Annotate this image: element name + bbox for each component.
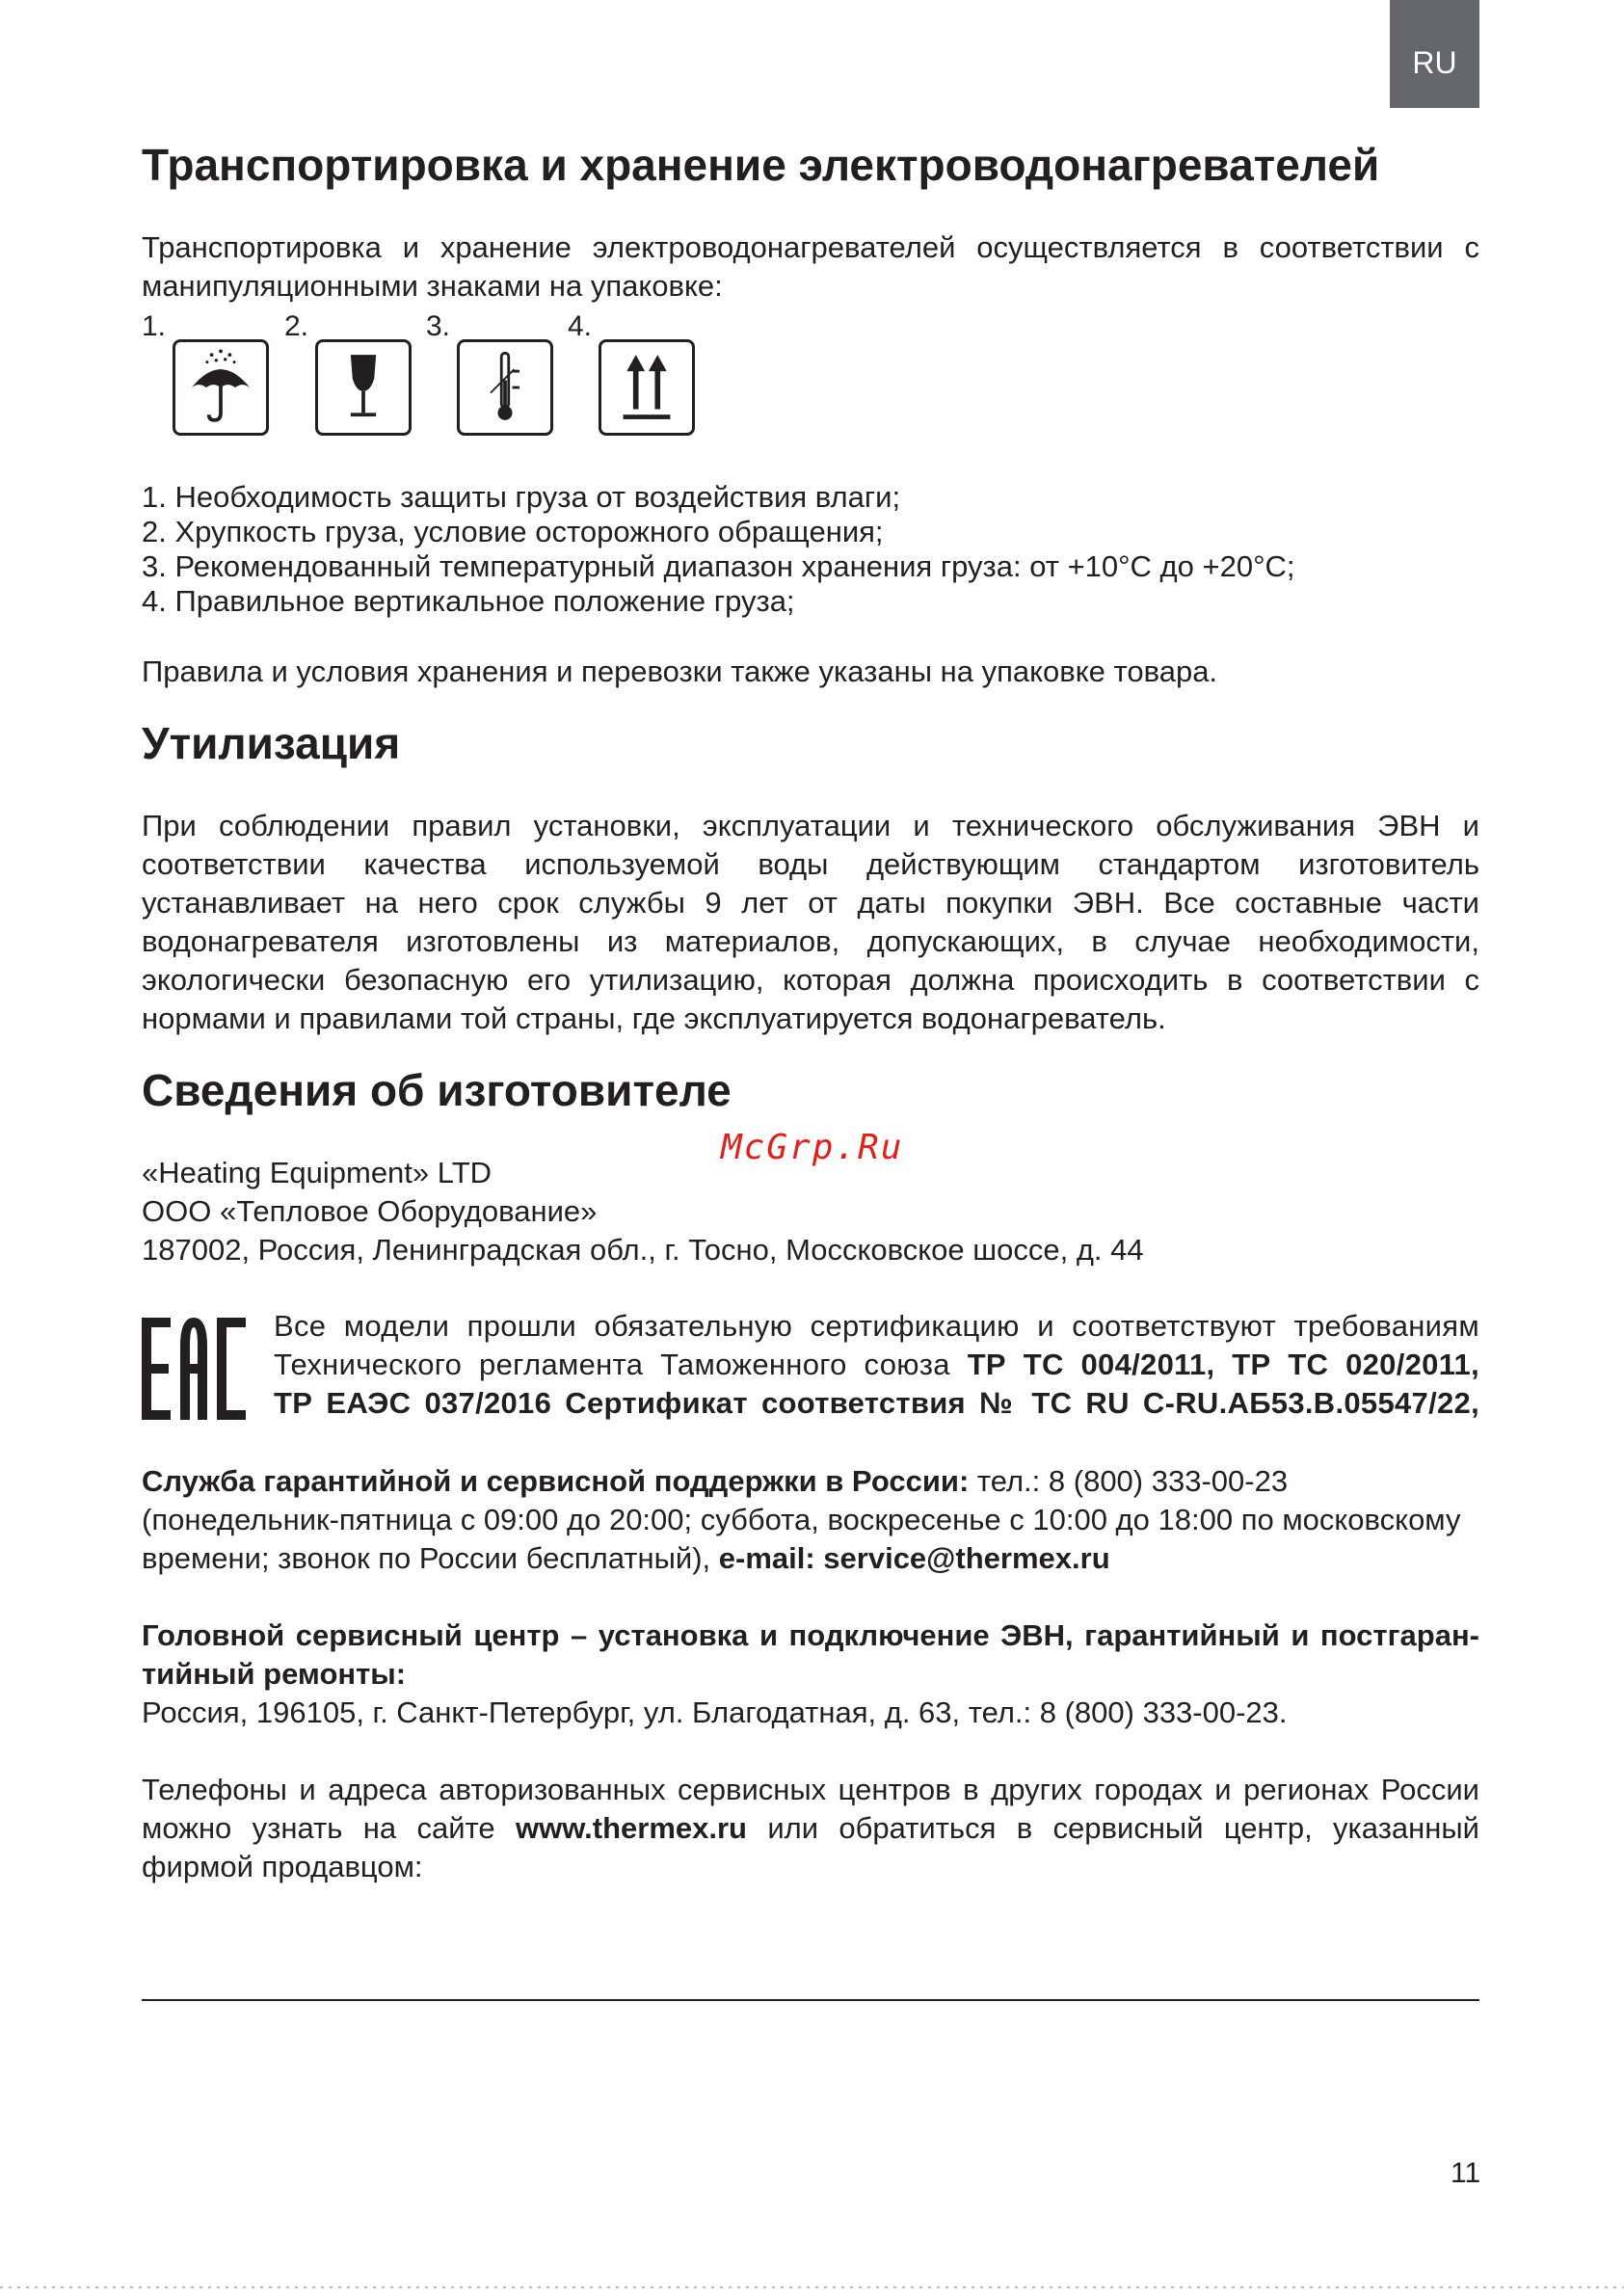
this-way-up-icon [599,339,695,436]
head-service-address: Россия, 196105, г. Санкт-Петербург, ул. Благодатная, д. 63, тел.: 8 (800) 333-00-23. [142,1695,1288,1729]
transport-intro: Транспортировка и хранение электроводонагревателей осуществляется в соответствии с манипуляционными знаками на упаковке: [142,230,1479,303]
umbrella-icon [173,339,269,436]
website-link[interactable]: www.thermex.ru [515,1811,747,1845]
manufacturer-heading: Сведения об изготовителе [142,1065,732,1115]
list-item: 4. Правильное вертикальное положение груза; [142,584,795,618]
fragile-glass-icon [315,339,412,436]
disposal-heading: Утилизация [142,718,401,768]
page-number: 11 [1451,2157,1481,2189]
thermometer-icon [457,339,553,436]
support-phone: тел.: 8 (800) 333-00-23 [969,1464,1289,1498]
handling-signs: 1. 2. 3. 4. [142,339,816,445]
manufacturer-name-en: «Heating Equipment» LTD [142,1156,493,1189]
support-label: Служба гарантийной и сервисной поддержки в России: [142,1464,970,1498]
list-item: 2. Хрупкость груза, условие осторожного обращения; [142,515,884,548]
language-tab: RU [1390,0,1479,108]
list-item: 1. Необходимость защиты груза от воздействия влаги; [142,480,901,514]
certification-text: Все модели прошли обязательную сертификацию и соответствуют требованиям Технического регламента Таможенного союза ТР ТС 004/2011, ТР ТС 020/2011, ТР ЕАЭС 037/2016 Сертификат соответствия № ТС RU C-RU.АБ53.В.05547/22, [274,1309,1479,1420]
eac-logo [142,1318,246,1420]
list-item: 3. Рекомендованный температурный диапазон хранения груза: от +10°С до +20°С; [142,549,1295,583]
manufacturer-address: 187002, Россия, Ленинградская обл., г. Тосно, Моссковское шоссе, д. 44 [142,1233,1144,1267]
transport-heading: Транспортировка и хранение электроводонагревателей [142,140,1380,190]
watermark: McGrp.Ru [721,1128,904,1167]
support-info: Служба гарантийной и сервисной поддержки в России: тел.: 8 (800) 333-00-23 (понедельник-пятница с 09:00 до 20:00; суббота, воскресенье с 10:00 до 18:00 по московскому времени; звонок по России бесплатный), e-mail: service@thermex.ru [142,1464,1461,1575]
manufacturer-name-ru: ООО «Тепловое Оборудование» [142,1194,598,1228]
transport-rules: Правила и условия хранения и перевозки также указаны на упаковке товара. [142,654,1218,688]
disposal-text: При соблюдении правил установки, эксплуатации и технического обслуживания ЭВН и соответствии качества используемой воды действующим стандартом изготовитель устанавливает на него срок службы 9 лет от даты покупки ЭВН. Все составные части водонагревателя изготовлены из материалов, допускающих, в случае необходимости, экологически безопасную его утилизацию, которая должна происходить в соответствии с нормами и правилами той страны, где эксплуатируется водонагреватель. [142,809,1479,1035]
manufacturer-info [142,1154,1144,1269]
other-centers-info: Телефоны и адреса авторизованных сервисных центров в других городах и регионах России можно узнать на сайте www.thermex.ru или обратиться в сервисный центр, указанный фирмой продавцом: [142,1773,1479,1883]
head-service-info: Головной сервисный центр – установка и подключение ЭВН, гарантийный и постгаран- тийный ремонты: Россия, 196105, г. Санкт-Петербург, ул. Благодатная, д. 63, тел.: 8 (800) 333-00-23. [142,1616,1479,1732]
divider [142,1999,1479,2001]
scan-edge [0,2286,1624,2288]
support-email: e-mail: service@thermex.ru [718,1541,1110,1575]
handling-signs-list [142,480,1294,619]
